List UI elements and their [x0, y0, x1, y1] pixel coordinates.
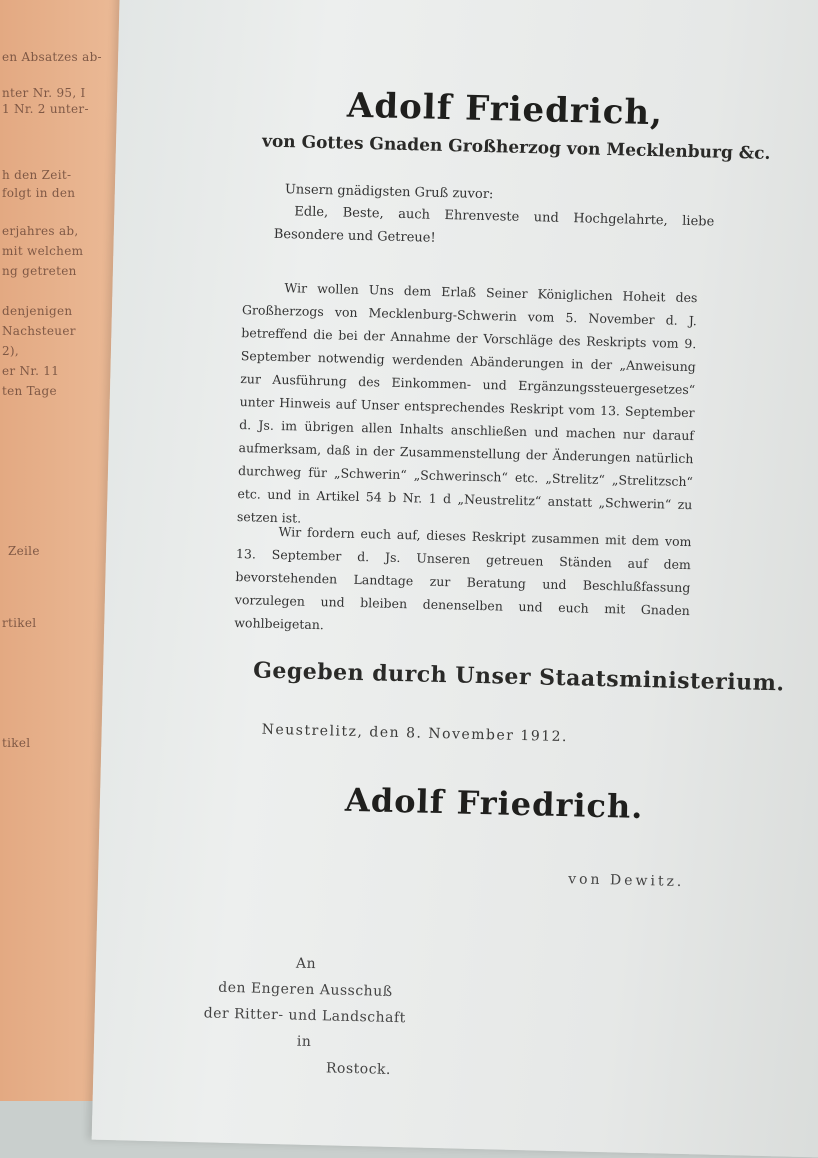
document-page — [92, 0, 818, 1158]
left-page-line: Nachsteuer — [2, 324, 76, 338]
given-by-line: Gegeben durch Unser Staatsministerium. — [252, 657, 785, 697]
address-line: in — [296, 1033, 312, 1050]
address-line: den Engeren Ausschuß — [218, 979, 393, 1000]
countersignature: von Dewitz. — [567, 871, 685, 891]
left-page-line: tikel — [2, 736, 31, 750]
left-page-line: Zeile — [8, 544, 40, 558]
paragraph-2: Wir fordern euch auf, dieses Reskript zusammen mit dem vom 13. September d. Js. Unseren getreuen Ständen auf dem bevorstehenden Landtage zur Beratung und Beschlußfassung vorzulegen und bleiben denenselben und euch mit Gnaden wohlbeigetan. — [234, 524, 692, 633]
left-page-line: en Absatzes ab- — [2, 50, 102, 64]
paragraph-1: Wir wollen Uns dem Erlaß Seiner Königlichen Hoheit des Großherzogs von Mecklenburg-Schwerin vom 5. November d. J. betreffend die bei der Annahme der Vorschläge des Reskripts vom 9. September notwendig werdenden Abänderungen in der „Anweisung zur Ausführung des Einkommen- und Ergänzungssteuergesetzes“ unter Hinweis auf Unser entsprechendes Reskript vom 13. September d. Js. im übrigen allen Inhalts anschließen und machen nur darauf aufmerksam, daß in der Zusammenstellung der Änderungen natürlich durchweg für „Schwerin“ „Schwerinsch“ etc. „Strelitz“ „Strelitzsch“ etc. und in Artikel 54 b Nr. 1 d „Neustrelitz“ anstatt „Schwerin“ zu setzen ist. — [236, 280, 698, 526]
signature: Adolf Friedrich. — [344, 780, 644, 827]
document-title: Adolf Friedrich, — [346, 85, 664, 134]
address-line: An — [295, 955, 317, 973]
place-date: Neustrelitz, den 8. November 1912. — [261, 721, 569, 746]
document-subtitle: von Gottes Gnaden Großherzog von Mecklenburg &c. — [261, 131, 771, 164]
left-page-line: 1 Nr. 2 unter- — [2, 102, 89, 116]
left-page-line: ten Tage — [2, 384, 57, 398]
left-page-line: 2), — [2, 344, 20, 358]
address-line: der Ritter- und Landschaft — [203, 1005, 406, 1027]
salutation: Edle, Beste, auch Ehrenveste und Hochgelahrte, liebe Besondere und Getreue! — [273, 204, 715, 246]
left-page-line: rtikel — [2, 616, 37, 630]
address-block — [183, 948, 426, 1084]
left-page-line: ng getreten — [2, 264, 77, 278]
left-page-line: erjahres ab, — [2, 224, 79, 238]
left-page-line: nter Nr. 95, I — [2, 86, 86, 100]
left-page-line: folgt in den — [2, 186, 76, 200]
left-page-line: denjenigen — [2, 304, 73, 318]
left-page-line: er Nr. 11 — [2, 364, 60, 378]
left-page-line: mit welchem — [2, 244, 84, 258]
left-page-line: h den Zeit- — [2, 168, 72, 182]
document-content — [92, 0, 818, 1158]
address-line: Rostock. — [325, 1060, 392, 1078]
greeting: Unsern gnädigsten Gruß zuvor: — [284, 182, 494, 203]
